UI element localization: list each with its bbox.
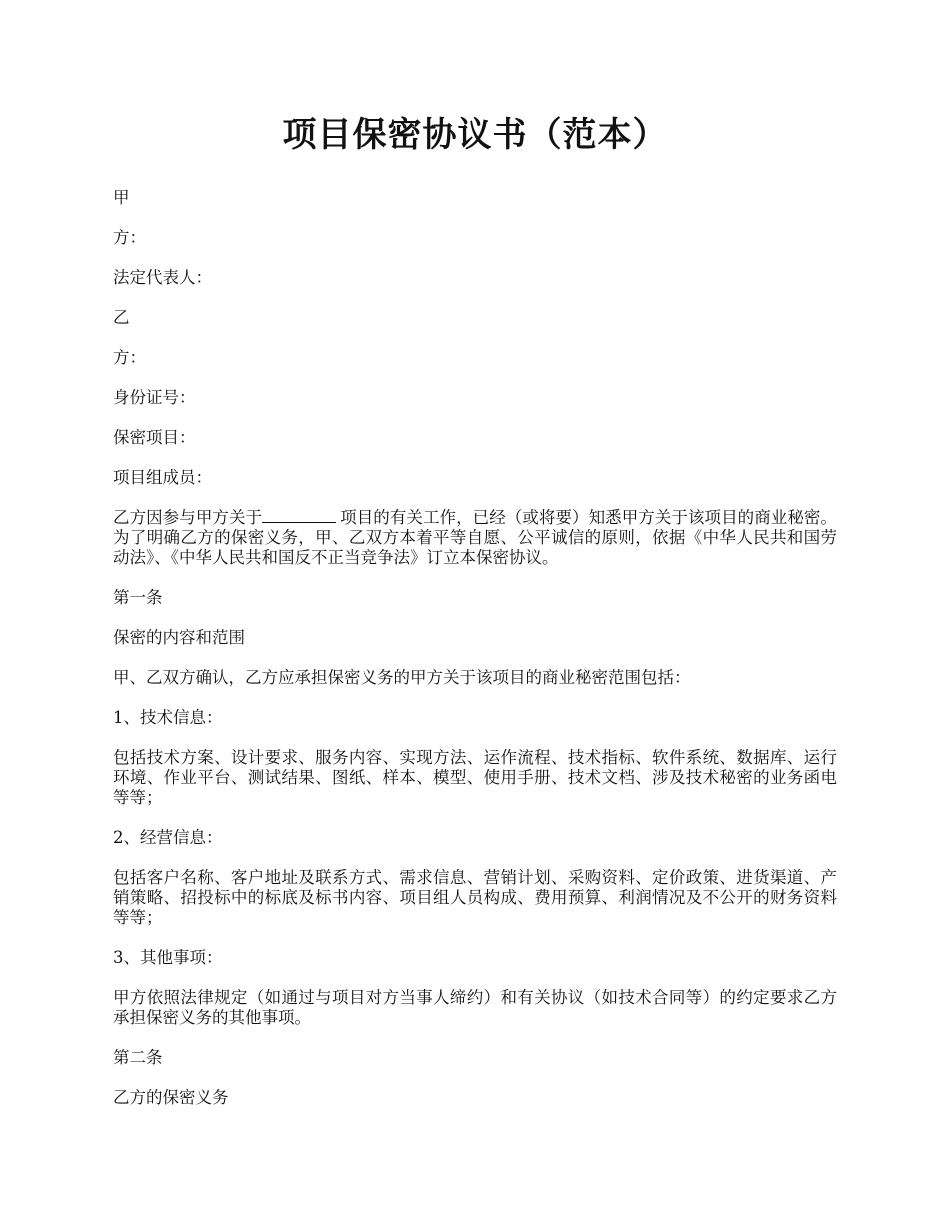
party-a-char: 甲 bbox=[113, 188, 130, 207]
legal-representative-label: 法定代表人： bbox=[113, 268, 212, 287]
intro-text-part2: 项目的有关工作，已经（或将要）知悉甲方关于该项目的商业秘密。为了明确乙方的保密义务，甲、乙双方本着平等自愿、公平诚信的原则，依据《中华人民共和国劳动法》、《中华人民共和国反不正当竞争法》订立本保密协议。 bbox=[113, 508, 838, 567]
article-2-title: 乙方的保密义务 bbox=[113, 1088, 229, 1107]
article-1-number: 第一条 bbox=[113, 588, 163, 607]
intro-text-part1: 乙方因参与甲方关于 bbox=[113, 508, 263, 527]
business-info-heading: 2、经营信息： bbox=[113, 828, 223, 847]
other-matters-heading: 3、其他事项： bbox=[113, 948, 223, 967]
project-name-blank bbox=[262, 508, 336, 523]
article-2-number: 第二条 bbox=[113, 1048, 163, 1067]
tech-info-heading: 1、技术信息： bbox=[113, 708, 223, 727]
business-info-paragraph: 包括客户名称、客户地址及联系方式、需求信息、营销计划、采购资料、定价政策、进货渠道、产销策略、招投标中的标底及标书内容、项目组人员构成、费用预算、利润情况及不公开的财务资料等等； bbox=[113, 868, 837, 927]
confidential-project-label: 保密项目： bbox=[113, 428, 196, 447]
party-b-char: 乙 bbox=[113, 308, 130, 327]
party-a-label: 方： bbox=[113, 228, 146, 247]
document-title: 项目保密协议书（范本） bbox=[282, 115, 668, 155]
tech-info-paragraph: 包括技术方案、设计要求、服务内容、实现方法、运作流程、技术指标、软件系统、数据库、运行环境、作业平台、测试结果、图纸、样本、模型、使用手册、技术文档、涉及技术秘密的业务函电等等； bbox=[113, 748, 837, 807]
party-b-label: 方： bbox=[113, 348, 146, 367]
id-number-label: 身份证号： bbox=[113, 388, 196, 407]
intro-paragraph bbox=[113, 508, 837, 568]
other-matters-paragraph: 甲方依照法律规定（如通过与项目对方当事人缔约）和有关协议（如技术合同等）的约定要求乙方承担保密义务的其他事项。 bbox=[113, 988, 837, 1027]
scope-intro-paragraph: 甲、乙双方确认，乙方应承担保密义务的甲方关于该项目的商业秘密范围包括： bbox=[113, 668, 691, 687]
team-members-label: 项目组成员： bbox=[113, 468, 212, 487]
article-1-title: 保密的内容和范围 bbox=[113, 628, 245, 647]
